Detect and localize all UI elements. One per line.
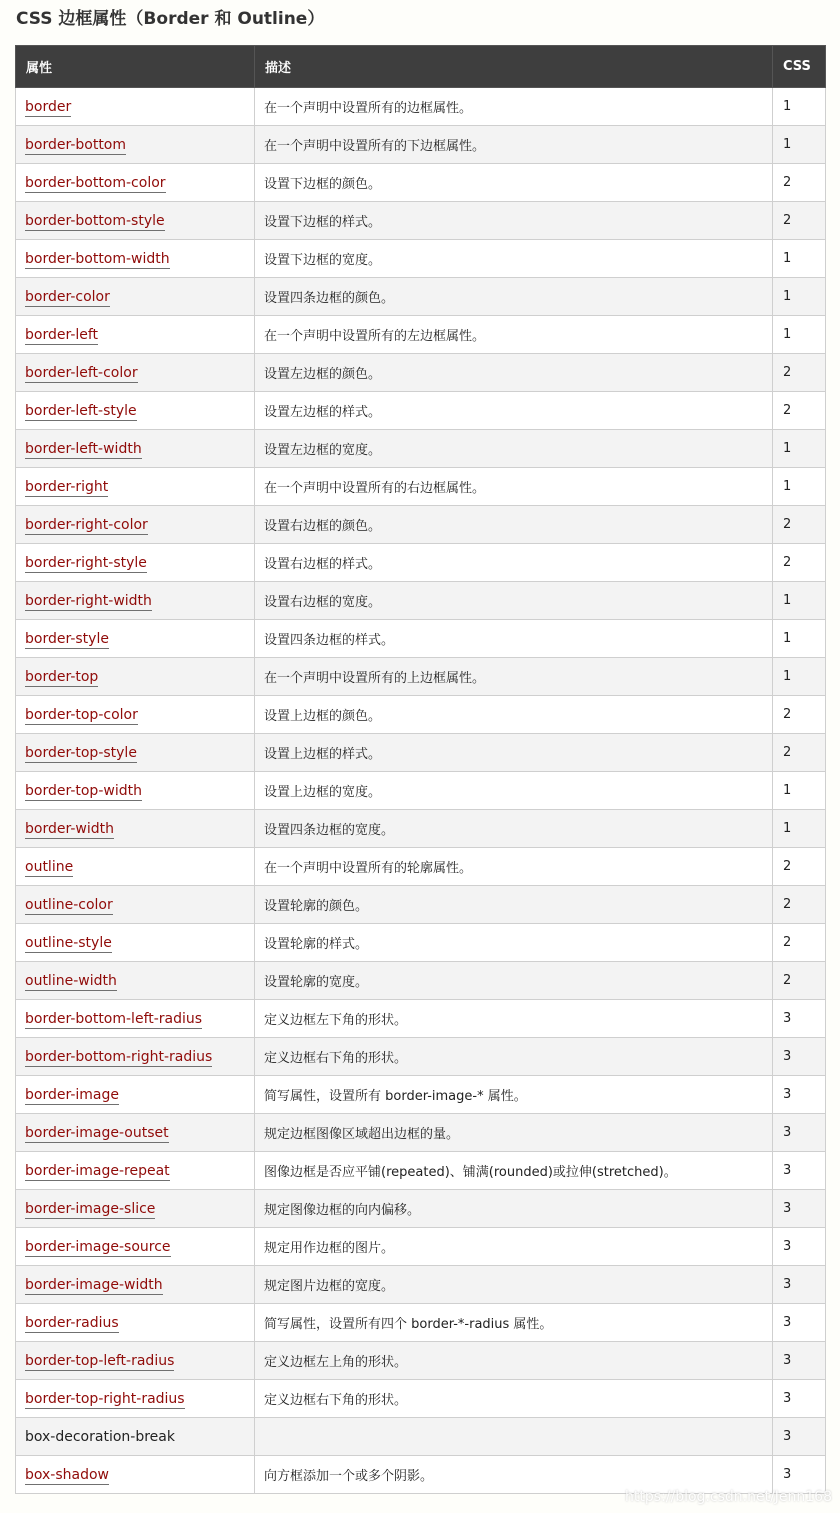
table-row [16,1152,826,1190]
css-version-cell: 3 [773,1266,826,1304]
description-cell: 规定图片边框的宽度。 [255,1266,773,1304]
property-link[interactable]: border-top-left-radius [25,1352,175,1369]
description-cell: 定义边框右下角的形状。 [255,1380,773,1418]
property-cell [16,1038,255,1076]
property-link[interactable]: border-top [25,668,99,685]
table-row [16,1000,826,1038]
property-cell [16,772,255,810]
table-row [16,1076,826,1114]
css-version-cell: 1 [773,582,826,620]
table-row [16,1228,826,1266]
description-cell: 规定边框图像区域超出边框的量。 [255,1114,773,1152]
description-cell: 设置左边框的样式。 [255,392,773,430]
table-row [16,924,826,962]
table-row [16,658,826,696]
table-row [16,886,826,924]
description-cell: 设置右边框的宽度。 [255,582,773,620]
header-description: 描述 [255,46,773,88]
description-cell: 设置轮廓的颜色。 [255,886,773,924]
description-cell: 设置左边框的宽度。 [255,430,773,468]
property-cell [16,1456,255,1494]
description-cell: 设置四条边框的宽度。 [255,810,773,848]
css-version-cell: 1 [773,658,826,696]
css-version-cell: 3 [773,1190,826,1228]
property-link[interactable]: border-bottom [25,136,127,153]
table-row [16,354,826,392]
table-row [16,164,826,202]
css-version-cell: 1 [773,88,826,126]
table-row [16,848,826,886]
property-cell [16,1190,255,1228]
property-cell [16,354,255,392]
description-cell: 设置上边框的颜色。 [255,696,773,734]
table-row [16,202,826,240]
css-version-cell: 3 [773,1418,826,1456]
property-link[interactable]: border-top-width [25,782,142,799]
css-version-cell: 2 [773,886,826,924]
properties-table [15,45,826,1494]
css-version-cell: 3 [773,1000,826,1038]
description-cell: 设置下边框的颜色。 [255,164,773,202]
css-version-cell: 3 [773,1076,826,1114]
property-cell [16,924,255,962]
description-cell: 定义边框左上角的形状。 [255,1342,773,1380]
description-cell: 设置右边框的样式。 [255,544,773,582]
property-link[interactable]: border-image [25,1086,119,1103]
property-link[interactable]: outline-width [25,972,117,989]
css-version-cell: 2 [773,202,826,240]
table-row [16,126,826,164]
css-version-cell: 3 [773,1152,826,1190]
property-cell [16,734,255,772]
table-row [16,696,826,734]
property-link[interactable]: border-image-outset [25,1124,169,1141]
header-css: CSS [773,46,826,88]
table-row [16,772,826,810]
property-cell [16,316,255,354]
table-row [16,278,826,316]
description-cell: 在一个声明中设置所有的下边框属性。 [255,126,773,164]
table-row [16,1304,826,1342]
description-cell: 定义边框右下角的形状。 [255,1038,773,1076]
css-version-cell: 1 [773,316,826,354]
table-row [16,1266,826,1304]
css-version-cell: 1 [773,430,826,468]
property-link[interactable]: border-left [25,326,99,343]
table-row [16,544,826,582]
property-cell [16,544,255,582]
watermark: https://blog.csdn.net/Jenn168 [625,1489,832,1505]
property-cell [16,506,255,544]
property-cell [16,1076,255,1114]
property-cell [16,88,255,126]
property-link[interactable]: border-left-style [25,402,137,419]
property-cell [16,240,255,278]
description-cell: 简写属性，设置所有 border-image-* 属性。 [255,1076,773,1114]
table-row [16,392,826,430]
table-row [16,734,826,772]
property-link[interactable]: border-color [25,288,110,305]
property-link[interactable]: border-left-width [25,440,142,457]
property-cell [16,1152,255,1190]
description-cell: 在一个声明中设置所有的边框属性。 [255,88,773,126]
css-version-cell: 3 [773,1114,826,1152]
css-version-cell: 2 [773,506,826,544]
description-cell: 在一个声明中设置所有的右边框属性。 [255,468,773,506]
property-cell [16,886,255,924]
property-link[interactable]: outline-color [25,896,113,913]
table-row [16,1038,826,1076]
description-cell: 设置四条边框的样式。 [255,620,773,658]
property-link[interactable]: outline-style [25,934,112,951]
property-cell [16,278,255,316]
property-cell [16,1114,255,1152]
property-link[interactable]: border-width [25,820,114,837]
css-version-cell: 2 [773,544,826,582]
property-cell [16,696,255,734]
description-cell: 图像边框是否应平铺(repeated)、铺满(rounded)或拉伸(stretched)。 [255,1152,773,1190]
css-version-cell: 2 [773,924,826,962]
description-cell: 设置上边框的样式。 [255,734,773,772]
property-link[interactable]: border-style [25,630,109,647]
property-link[interactable]: border-top-color [25,706,138,723]
property-cell [16,582,255,620]
table-row [16,810,826,848]
property-cell [16,1228,255,1266]
property-cell [16,1304,255,1342]
css-version-cell: 3 [773,1456,826,1494]
property-link[interactable]: border-image-source [25,1238,171,1255]
css-version-cell: 2 [773,354,826,392]
table-row [16,316,826,354]
description-cell: 规定用作边框的图片。 [255,1228,773,1266]
property-link[interactable]: border-bottom-right-radius [25,1048,213,1065]
property-cell [16,810,255,848]
css-version-cell: 1 [773,240,826,278]
property-link[interactable]: border-image-width [25,1276,163,1293]
css-version-cell: 2 [773,848,826,886]
table-row [16,620,826,658]
description-cell: 向方框添加一个或多个阴影。 [255,1456,773,1494]
property-cell [16,164,255,202]
css-version-cell: 1 [773,126,826,164]
css-version-cell: 3 [773,1228,826,1266]
description-cell: 设置下边框的宽度。 [255,240,773,278]
property-cell [16,392,255,430]
description-cell: 规定图像边框的向内偏移。 [255,1190,773,1228]
property-link[interactable]: border-left-color [25,364,138,381]
css-version-cell: 3 [773,1380,826,1418]
table-body [16,88,826,1494]
table-row [16,88,826,126]
property-cell [16,1380,255,1418]
property-link[interactable]: border-bottom-style [25,212,165,229]
page-title: CSS 边框属性（Border 和 Outline） [16,9,325,29]
table-row [16,962,826,1000]
property-cell [16,126,255,164]
table-row [16,506,826,544]
property-link[interactable]: border-radius [25,1314,119,1331]
property-cell [16,1000,255,1038]
table-row [16,1418,826,1456]
css-version-cell: 2 [773,962,826,1000]
property-link[interactable]: border-image-slice [25,1200,156,1217]
property-cell [16,1342,255,1380]
css-version-cell: 3 [773,1342,826,1380]
css-version-cell: 2 [773,734,826,772]
description-cell: 设置四条边框的颜色。 [255,278,773,316]
css-version-cell: 1 [773,278,826,316]
property-cell [16,468,255,506]
description-cell: 设置左边框的颜色。 [255,354,773,392]
table-row [16,430,826,468]
description-cell: 在一个声明中设置所有的左边框属性。 [255,316,773,354]
property-link[interactable]: border-bottom-color [25,174,166,191]
property-cell [16,848,255,886]
description-cell [255,1418,773,1456]
property-link[interactable]: outline [25,858,74,875]
property-link[interactable]: border-right [25,478,109,495]
css-version-cell: 1 [773,620,826,658]
table-row [16,468,826,506]
description-cell: 设置上边框的宽度。 [255,772,773,810]
property-cell [16,962,255,1000]
css-version-cell: 2 [773,164,826,202]
css-version-cell: 1 [773,810,826,848]
property-link[interactable]: border-image-repeat [25,1162,170,1179]
css-version-cell: 3 [773,1304,826,1342]
description-cell: 在一个声明中设置所有的轮廓属性。 [255,848,773,886]
css-version-cell: 2 [773,696,826,734]
table-row [16,240,826,278]
property-cell [16,1418,255,1456]
table-row [16,1456,826,1494]
property-cell [16,620,255,658]
description-cell: 定义边框左下角的形状。 [255,1000,773,1038]
header-row [16,46,826,88]
description-cell: 在一个声明中设置所有的上边框属性。 [255,658,773,696]
property-cell [16,430,255,468]
property-link[interactable]: border-top-style [25,744,137,761]
description-cell: 设置轮廓的样式。 [255,924,773,962]
property-link[interactable]: border-right-color [25,516,148,533]
description-cell: 设置右边框的颜色。 [255,506,773,544]
table-row [16,582,826,620]
property-link[interactable]: box-shadow [25,1466,110,1483]
property-link[interactable]: border-right-width [25,592,152,609]
css-version-cell: 3 [773,1038,826,1076]
table-header [16,46,826,88]
property-cell [16,658,255,696]
css-version-cell: 1 [773,772,826,810]
property-link[interactable]: border-bottom-width [25,250,170,267]
table-row [16,1114,826,1152]
table-row [16,1380,826,1418]
css-version-cell: 1 [773,468,826,506]
property-cell [16,202,255,240]
table-row [16,1342,826,1380]
property-cell [16,1266,255,1304]
css-version-cell: 2 [773,392,826,430]
description-cell: 设置轮廓的宽度。 [255,962,773,1000]
property-link[interactable]: border-right-style [25,554,147,571]
header-property: 属性 [16,46,255,88]
property-link[interactable]: border [25,98,72,115]
description-cell: 设置下边框的样式。 [255,202,773,240]
description-cell: 简写属性，设置所有四个 border-*-radius 属性。 [255,1304,773,1342]
property-link[interactable]: border-top-right-radius [25,1390,185,1407]
property-link[interactable]: border-bottom-left-radius [25,1010,203,1027]
property-name: box-decoration-break [25,1428,175,1445]
table-row [16,1190,826,1228]
